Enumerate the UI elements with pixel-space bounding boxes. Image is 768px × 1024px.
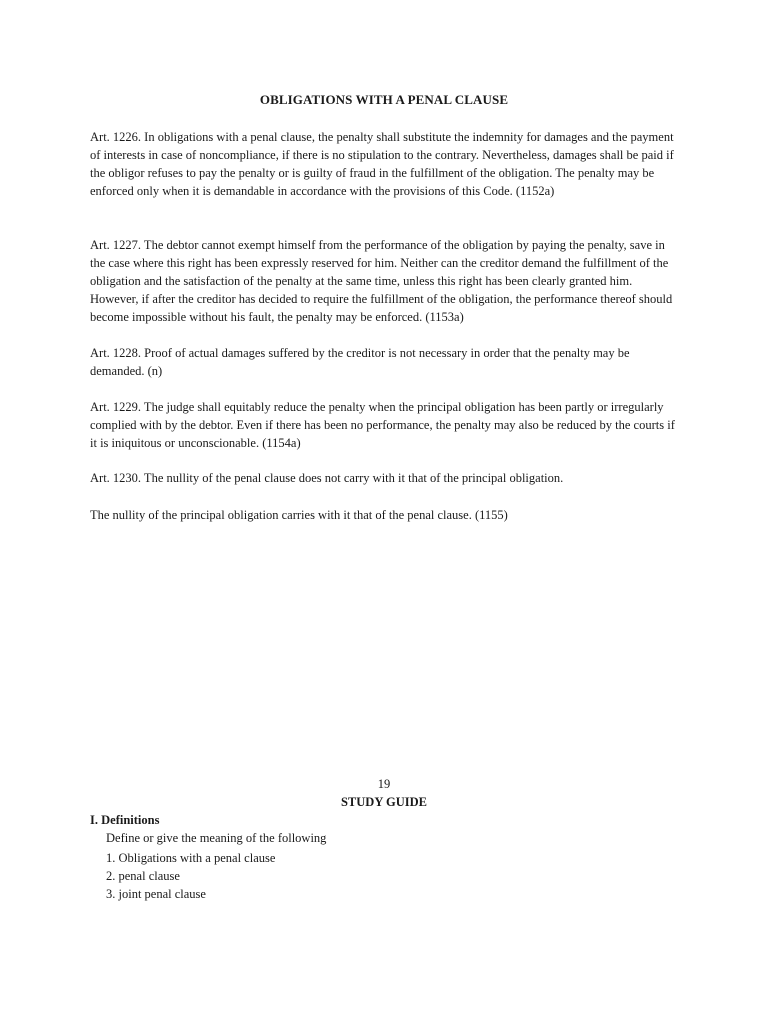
article-1226-paragraph: Art. 1226. In obligations with a penal clause, the penalty shall substitute the indemnity for damages and the payment of interests in case of noncompliance, if there is no stipulation to the contrary. Nevertheless, damages shall be paid if the obligor refuses to pay the penalty or is guilty of fraud in the fulfillment of the obligation. The penalty may be enforced only when it is demandable in accordance with the provisions of this Code. (1152a) [90, 130, 674, 198]
definitions-list [106, 849, 275, 903]
document-title: OBLIGATIONS WITH A PENAL CLAUSE [259, 92, 509, 107]
article-1228-paragraph: Art. 1228. Proof of actual damages suffered by the creditor is not necessary in order that the penalty may be demanded. (n) [90, 346, 630, 378]
list-item: 3. joint penal clause [106, 887, 206, 901]
definitions-instruction: Define or give the meaning of the following [106, 831, 327, 845]
list-item: 2. penal clause [106, 869, 180, 883]
study-guide-title: STUDY GUIDE [340, 795, 427, 809]
article-1227-paragraph: Art. 1227. The debtor cannot exempt himself from the performance of the obligation by paying the penalty, save in the case where this right has been expressly reserved for him. Neither can the creditor demand the fulfillment of the obligation and the satisfaction of the penalty at the same time, unless this right has been clearly granted him. However, if after the creditor has decided to require the fulfillment of the obligation, the performance thereof should become impossible without his fault, the penalty may be enforced. (1153a) [90, 238, 673, 324]
nullity-paragraph: The nullity of the principal obligation carries with it that of the penal clause. (1155) [90, 508, 508, 522]
article-1230-paragraph: Art. 1230. The nullity of the penal clause does not carry with it that of the principal obligation. [90, 471, 564, 485]
list-item: 1. Obligations with a penal clause [106, 851, 276, 865]
article-1229-paragraph: Art. 1229. The judge shall equitably reduce the penalty when the principal obligation has been partly or irregularly complied with by the debtor. Even if there has been no performance, the penalty may also be reduced by the courts if it is iniquitous or unconscionable. (1154a) [90, 400, 675, 450]
definitions-heading: I. Definitions [90, 813, 160, 827]
page-number: 19 [377, 777, 391, 791]
